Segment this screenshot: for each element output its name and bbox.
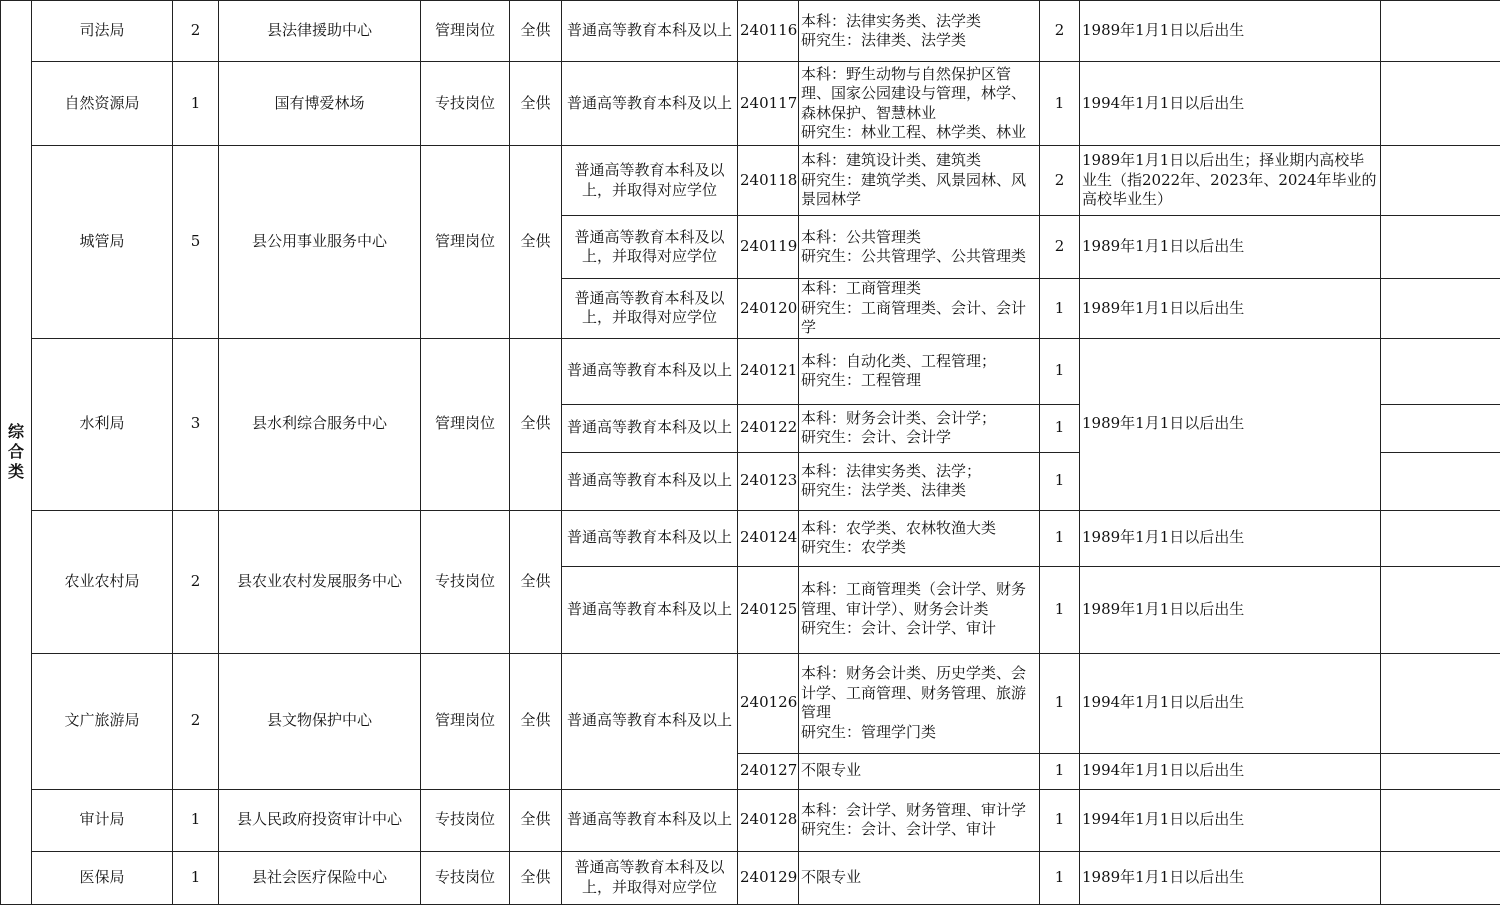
position-code-cell: 240122 xyxy=(738,404,799,452)
funding-cell: 全供 xyxy=(510,146,562,339)
funding-cell: 全供 xyxy=(510,851,562,904)
education-cell: 普通高等教育本科及以上 xyxy=(562,1,738,62)
hire-count-cell: 1 xyxy=(1040,653,1080,753)
education-cell: 普通高等教育本科及以上 xyxy=(562,510,738,566)
education-cell: 普通高等教育本科及以上 xyxy=(562,789,738,851)
hire-count-cell: 2 xyxy=(1040,216,1080,279)
post-type-cell: 专技岗位 xyxy=(421,510,510,653)
major-cell: 本科：法律实务类、法学类 研究生：法律类、法学类 xyxy=(799,1,1040,62)
major-cell: 本科：工商管理类（会计学、财务管理、审计学）、财务会计类 研究生：会计、会计学、审计 xyxy=(799,566,1040,653)
post-type-cell: 专技岗位 xyxy=(421,789,510,851)
position-code-cell: 240124 xyxy=(738,510,799,566)
major-cell: 本科：野生动物与自然保护区管理、国家公园建设与管理，林学、森林保护、智慧林业 研究生：林业工程、林学类、林业 xyxy=(799,62,1040,146)
dept-count-cell: 3 xyxy=(173,338,219,510)
position-code-cell: 240125 xyxy=(738,566,799,653)
dept-cell: 审计局 xyxy=(32,789,173,851)
major-cell: 本科：农学类、农林牧渔大类 研究生：农学类 xyxy=(799,510,1040,566)
funding-cell: 全供 xyxy=(510,1,562,62)
table-row xyxy=(1,146,1500,216)
funding-cell: 全供 xyxy=(510,62,562,146)
hire-count-cell: 1 xyxy=(1040,851,1080,904)
unit-cell: 县农业农村发展服务中心 xyxy=(219,510,421,653)
dept-cell: 文广旅游局 xyxy=(32,653,173,789)
note-cell xyxy=(1381,62,1500,146)
major-cell: 本科：财务会计类、历史学类、会计学、工商管理、财务管理、旅游管理 研究生：管理学门类 xyxy=(799,653,1040,753)
note-cell xyxy=(1381,789,1500,851)
hire-count-cell: 1 xyxy=(1040,566,1080,653)
dept-cell: 城管局 xyxy=(32,146,173,339)
education-cell: 普通高等教育本科及以上，并取得对应学位 xyxy=(562,851,738,904)
dept-cell: 水利局 xyxy=(32,338,173,510)
post-type-cell: 专技岗位 xyxy=(421,851,510,904)
position-code-cell: 240120 xyxy=(738,279,799,339)
dept-count-cell: 1 xyxy=(173,789,219,851)
hire-count-cell: 1 xyxy=(1040,62,1080,146)
unit-cell: 县法律援助中心 xyxy=(219,1,421,62)
education-cell: 普通高等教育本科及以上 xyxy=(562,404,738,452)
funding-cell: 全供 xyxy=(510,653,562,789)
note-cell xyxy=(1381,452,1500,510)
major-cell: 本科：财务会计类、会计学； 研究生：会计、会计学 xyxy=(799,404,1040,452)
post-type-cell: 管理岗位 xyxy=(421,146,510,339)
dept-count-cell: 5 xyxy=(173,146,219,339)
hire-count-cell: 1 xyxy=(1040,404,1080,452)
requirement-cell: 1989年1月1日以后出生 xyxy=(1080,216,1381,279)
post-type-cell: 管理岗位 xyxy=(421,653,510,789)
education-cell: 普通高等教育本科及以上，并取得对应学位 xyxy=(562,279,738,339)
note-cell xyxy=(1381,510,1500,566)
dept-cell: 司法局 xyxy=(32,1,173,62)
requirement-cell: 1989年1月1日以后出生 xyxy=(1080,566,1381,653)
requirement-cell: 1989年1月1日以后出生 xyxy=(1080,279,1381,339)
education-cell: 普通高等教育本科及以上 xyxy=(562,653,738,789)
education-cell: 普通高等教育本科及以上 xyxy=(562,62,738,146)
note-cell xyxy=(1381,279,1500,339)
category-cell: 综合类 xyxy=(1,1,32,905)
table-row xyxy=(1,789,1500,851)
major-cell: 本科：法律实务类、法学； 研究生：法学类、法律类 xyxy=(799,452,1040,510)
position-code-cell: 240118 xyxy=(738,146,799,216)
major-cell: 不限专业 xyxy=(799,851,1040,904)
unit-cell: 县社会医疗保险中心 xyxy=(219,851,421,904)
education-cell: 普通高等教育本科及以上，并取得对应学位 xyxy=(562,216,738,279)
position-code-cell: 240116 xyxy=(738,1,799,62)
requirement-cell: 1994年1月1日以后出生 xyxy=(1080,62,1381,146)
note-cell xyxy=(1381,146,1500,216)
unit-cell: 县文物保护中心 xyxy=(219,653,421,789)
hire-count-cell: 2 xyxy=(1040,1,1080,62)
education-cell: 普通高等教育本科及以上 xyxy=(562,452,738,510)
note-cell xyxy=(1381,216,1500,279)
hire-count-cell: 1 xyxy=(1040,338,1080,404)
hire-count-cell: 1 xyxy=(1040,452,1080,510)
major-cell: 本科：会计学、财务管理、审计学 研究生：会计、会计学、审计 xyxy=(799,789,1040,851)
requirement-cell: 1994年1月1日以后出生 xyxy=(1080,753,1381,789)
dept-count-cell: 1 xyxy=(173,851,219,904)
position-code-cell: 240123 xyxy=(738,452,799,510)
dept-cell: 医保局 xyxy=(32,851,173,904)
hire-count-cell: 2 xyxy=(1040,146,1080,216)
post-type-cell: 管理岗位 xyxy=(421,1,510,62)
position-code-cell: 240128 xyxy=(738,789,799,851)
dept-cell: 自然资源局 xyxy=(32,62,173,146)
requirement-cell: 1989年1月1日以后出生 xyxy=(1080,1,1381,62)
table-row xyxy=(1,510,1500,566)
position-code-cell: 240126 xyxy=(738,653,799,753)
major-cell: 本科：公共管理类 研究生：公共管理学、公共管理类 xyxy=(799,216,1040,279)
education-cell: 普通高等教育本科及以上，并取得对应学位 xyxy=(562,146,738,216)
unit-cell: 县水利综合服务中心 xyxy=(219,338,421,510)
dept-count-cell: 2 xyxy=(173,1,219,62)
note-cell xyxy=(1381,653,1500,753)
dept-count-cell: 2 xyxy=(173,653,219,789)
funding-cell: 全供 xyxy=(510,789,562,851)
dept-count-cell: 2 xyxy=(173,510,219,653)
note-cell xyxy=(1381,566,1500,653)
position-code-cell: 240121 xyxy=(738,338,799,404)
dept-cell: 农业农村局 xyxy=(32,510,173,653)
major-cell: 本科：自动化类、工程管理； 研究生：工程管理 xyxy=(799,338,1040,404)
position-code-cell: 240119 xyxy=(738,216,799,279)
hire-count-cell: 1 xyxy=(1040,510,1080,566)
table-row xyxy=(1,653,1500,753)
funding-cell: 全供 xyxy=(510,510,562,653)
hire-count-cell: 1 xyxy=(1040,789,1080,851)
position-code-cell: 240127 xyxy=(738,753,799,789)
requirement-cell: 1989年1月1日以后出生；择业期内高校毕业生（指2022年、2023年、2024年毕业的高校毕业生） xyxy=(1080,146,1381,216)
requirement-cell: 1994年1月1日以后出生 xyxy=(1080,653,1381,753)
post-type-cell: 专技岗位 xyxy=(421,62,510,146)
major-cell: 不限专业 xyxy=(799,753,1040,789)
requirement-cell: 1989年1月1日以后出生 xyxy=(1080,851,1381,904)
hire-count-cell: 1 xyxy=(1040,753,1080,789)
note-cell xyxy=(1381,404,1500,452)
unit-cell: 县公用事业服务中心 xyxy=(219,146,421,339)
education-cell: 普通高等教育本科及以上 xyxy=(562,338,738,404)
post-type-cell: 管理岗位 xyxy=(421,338,510,510)
requirement-cell: 1989年1月1日以后出生 xyxy=(1080,510,1381,566)
table-row xyxy=(1,62,1500,146)
note-cell xyxy=(1381,338,1500,404)
unit-cell: 县人民政府投资审计中心 xyxy=(219,789,421,851)
requirement-cell: 1989年1月1日以后出生 xyxy=(1080,338,1381,510)
major-cell: 本科：工商管理类 研究生：工商管理类、会计、会计学 xyxy=(799,279,1040,339)
position-code-cell: 240117 xyxy=(738,62,799,146)
hire-count-cell: 1 xyxy=(1040,279,1080,339)
table-row xyxy=(1,851,1500,904)
table-row xyxy=(1,1,1500,62)
position-code-cell: 240129 xyxy=(738,851,799,904)
education-cell: 普通高等教育本科及以上 xyxy=(562,566,738,653)
requirement-cell: 1994年1月1日以后出生 xyxy=(1080,789,1381,851)
major-cell: 本科：建筑设计类、建筑类 研究生：建筑学类、风景园林、风景园林学 xyxy=(799,146,1040,216)
funding-cell: 全供 xyxy=(510,338,562,510)
table-row xyxy=(1,338,1500,404)
note-cell xyxy=(1381,1,1500,62)
unit-cell: 国有博爱林场 xyxy=(219,62,421,146)
note-cell xyxy=(1381,851,1500,904)
dept-count-cell: 1 xyxy=(173,62,219,146)
note-cell xyxy=(1381,753,1500,789)
